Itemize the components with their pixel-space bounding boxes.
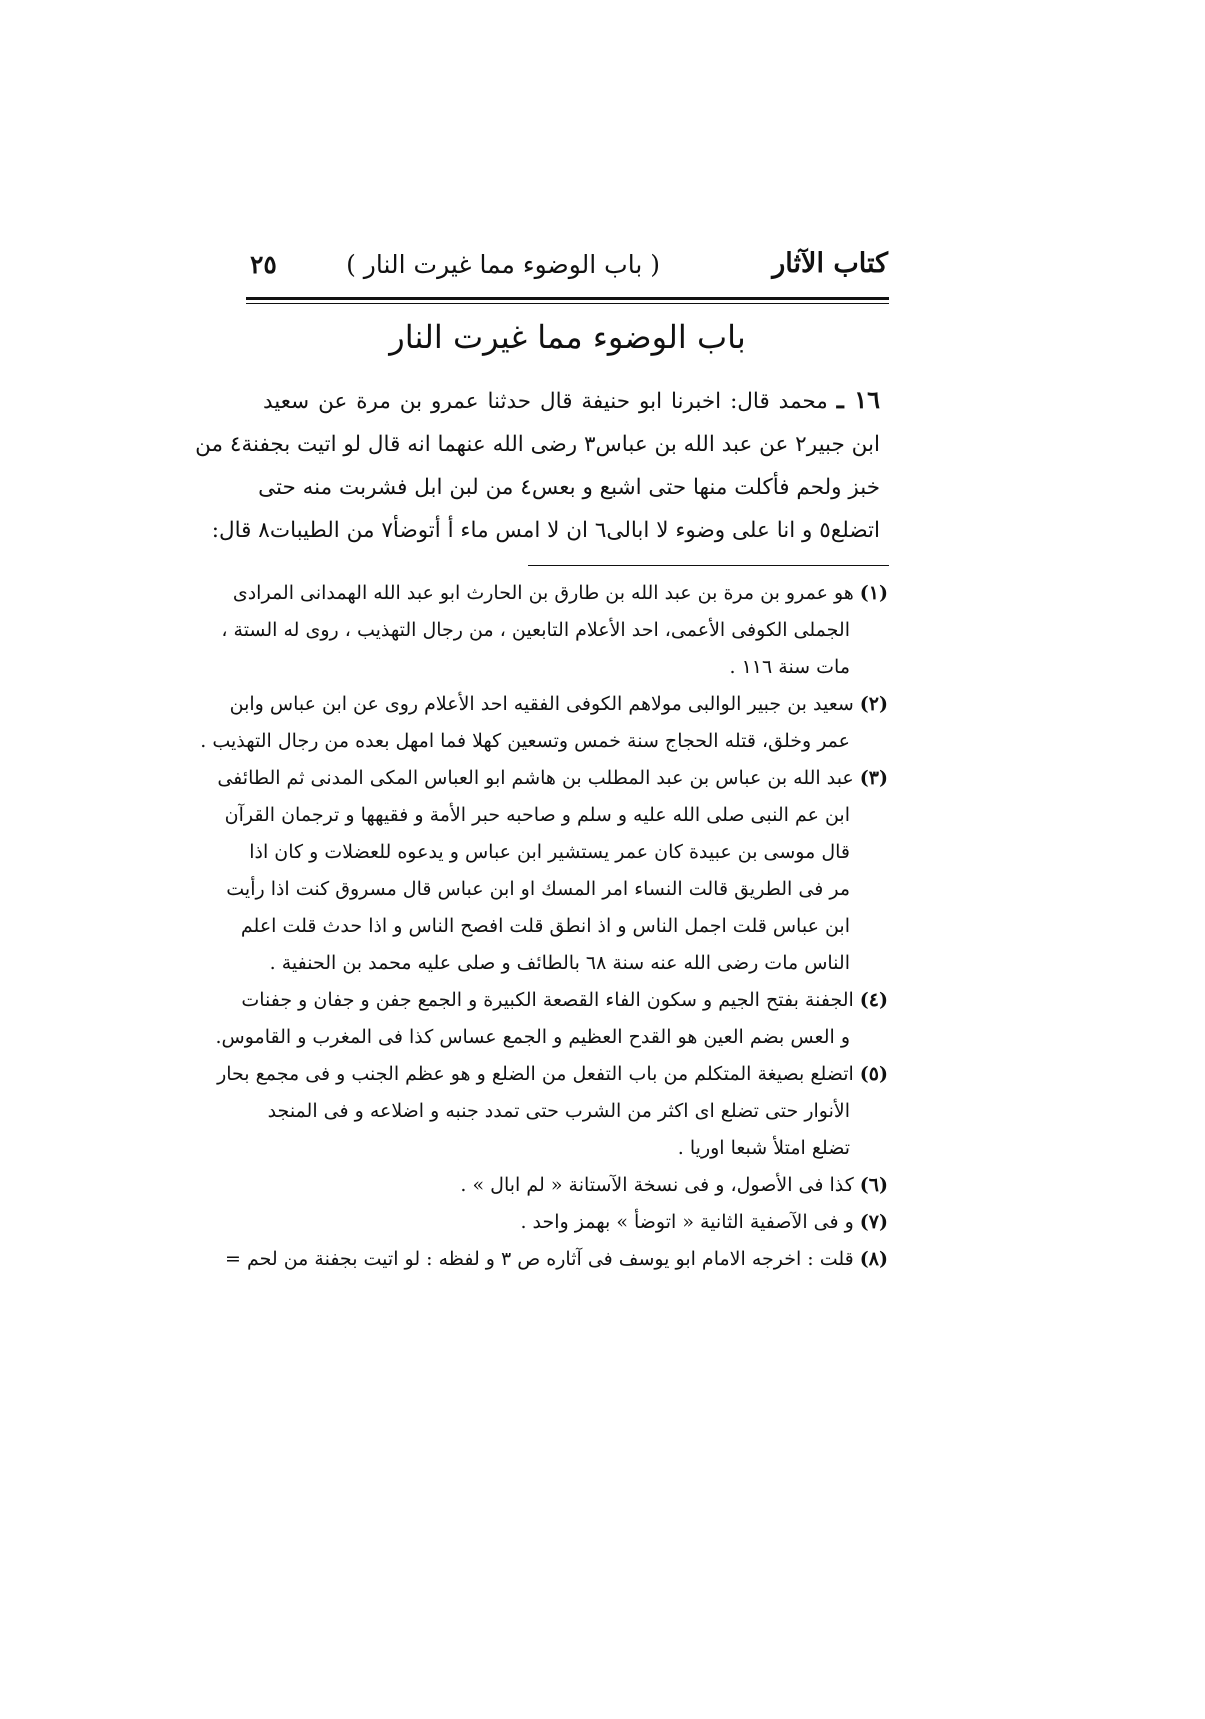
footnote-marker: (٧): [859, 1211, 888, 1233]
footnote-line: مات سنة ١١٦ .: [729, 656, 850, 678]
hadith-line: اتضلع٥ و انا على وضوء لا ابالى٦ ان لا امس ماء أ أتوضأ٧ من الطيبات٨ قال:: [211, 518, 880, 543]
footnote-marker: (٦): [859, 1174, 888, 1196]
page-number: ٢٥: [250, 250, 277, 279]
running-chapter-title: ( باب الوضوء مما غيرت النار ): [346, 250, 660, 279]
footnote-line: و العس بضم العين هو القدح العظيم و الجمع عساس كذا فى المغرب و القاموس.: [215, 1026, 850, 1048]
footnote-text: هو عمرو بن مرة بن عبد الله بن طارق بن الحارث ابو عبد الله الهمدانى المرادى: [232, 582, 854, 604]
book-title: كتاب الآثار: [772, 248, 888, 279]
footnote-line: [241, 982, 888, 1019]
footnote-marker: (٨): [859, 1248, 888, 1270]
footnote-line: [232, 575, 888, 612]
footnotes: [200, 575, 888, 1278]
footnote-marker: (٤): [859, 989, 888, 1011]
footnote-line: قال موسى بن عبيدة كان عمر يستشير ابن عباس و يدعوه للعضلات و كان اذا: [249, 841, 850, 863]
footnote-line: ابن عم النبى صلى الله عليه و سلم و صاحبه حبر الأمة و فقيهها و ترجمان القرآن: [224, 804, 850, 826]
hadith-text: [195, 378, 880, 552]
footnote-7: [263, 1204, 888, 1241]
footnote-8: [225, 1241, 888, 1278]
footnote-marker: (٣): [859, 767, 888, 789]
footnote-separator: [528, 565, 889, 566]
footnote-line: [217, 760, 888, 797]
running-header: [248, 248, 888, 288]
footnote-2: [200, 686, 888, 760]
footnote-marker: (٢): [859, 693, 888, 715]
footnote-text: عبد الله بن عباس بن عبد المطلب بن هاشم ابو العباس المكى المدنى ثم الطائفى: [217, 767, 854, 789]
hadith-line-text: محمد قال: اخبرنا ابو حنيفة قال حدثنا عمرو بن مرة عن سعيد: [263, 389, 828, 414]
footnote-text: و فى الآصفية الثانية « اتوضأ » بهمز واحد .: [520, 1211, 854, 1233]
footnote-line: [263, 1204, 888, 1241]
footnote-4: [215, 982, 888, 1056]
footnote-line: [229, 686, 888, 723]
hadith-number: ١٦ ـ: [836, 385, 880, 414]
footnote-5: [217, 1056, 888, 1167]
footnote-line: مر فى الطريق قالت النساء امر المسك او ابن عباس قال مسروق كنت اذا رأيت: [226, 878, 850, 900]
footnote-text: كذا فى الأصول، و فى نسخة الآستانة « لم ابال » .: [460, 1174, 854, 1196]
footnote-text: قلت : اخرجه الامام ابو يوسف فى آثاره ص ٣ و لفظه : لو اتيت بجفنة من لحم =: [225, 1248, 854, 1270]
footnote-line: عمر وخلق، قتله الحجاج سنة خمس وتسعين كهلا فما امهل بعده من رجال التهذيب .: [200, 730, 850, 752]
hadith-line: [263, 378, 880, 423]
footnote-6: [263, 1167, 888, 1204]
footnote-line: الناس مات رضى الله عنه سنة ٦٨ بالطائف و صلى عليه محمد بن الحنفية .: [269, 952, 850, 974]
footnote-line: [263, 1167, 888, 1204]
footnote-text: سعيد بن جبير الوالبى مولاهم الكوفى الفقيه احد الأعلام روى عن ابن عباس وابن: [229, 693, 854, 715]
header-rule-thin: [246, 303, 889, 304]
footnote-line: تضلع امتلأ شبعا اوريا .: [677, 1137, 850, 1159]
footnote-line: الأنوار حتى تضلع اى اكثر من الشرب حتى تمدد جنبه و اضلاعه و فى المنجد: [267, 1100, 850, 1122]
footnote-line: [225, 1241, 888, 1278]
footnote-3: [217, 760, 888, 982]
header-rule: [246, 297, 889, 300]
hadith-line: خبز ولحم فأكلت منها حتى اشبع و بعس٤ من لبن ابل فشربت منه حتى: [258, 475, 880, 500]
footnote-line: [217, 1056, 888, 1093]
footnote-1: [221, 575, 888, 686]
footnote-text: الجفنة بفتح الجيم و سكون الفاء القصعة الكبيرة و الجمع جفن و جفان و جفنات: [241, 989, 854, 1011]
footnote-line: الجملى الكوفى الأعمى، احد الأعلام التابعين ، من رجال التهذيب ، روى له الستة ،: [221, 619, 850, 641]
hadith-line: ابن جبير٢ عن عبد الله بن عباس٣ رضى الله عنهما انه قال لو اتيت بجفنة٤ من: [195, 432, 880, 457]
chapter-title: باب الوضوء مما غيرت النار: [389, 318, 746, 356]
footnote-text: اتضلع بصيغة المتكلم من باب التفعل من الضلع و هو عظم الجنب و فى مجمع بحار: [217, 1063, 854, 1085]
footnote-line: ابن عباس قلت اجمل الناس و اذ انطق قلت افصح الناس و اذا حدث قلت اعلم: [240, 915, 850, 937]
footnote-marker: (٥): [859, 1063, 888, 1085]
footnote-marker: (١): [859, 582, 888, 604]
